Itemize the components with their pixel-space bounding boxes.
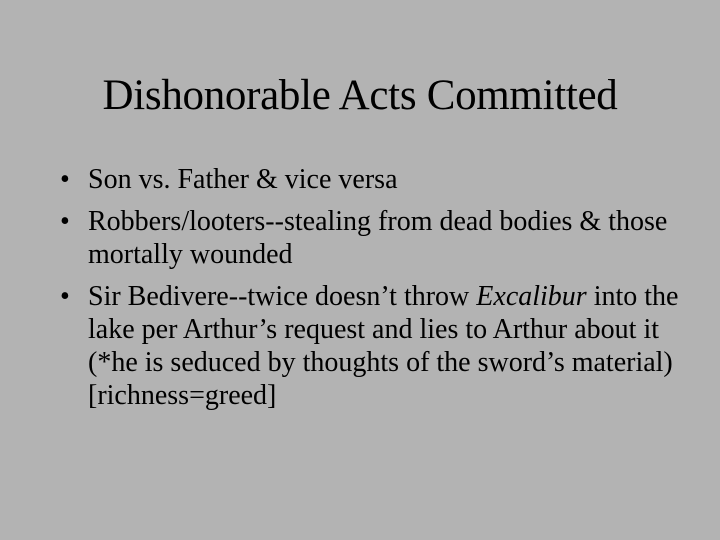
bullet-icon: •	[60, 206, 70, 237]
bullet-text-2: Robbers/looters--stealing from dead bodies & those mortally wounded	[88, 206, 668, 270]
bullet-item-1	[60, 163, 700, 196]
bullet-text-1: Son vs. Father & vice versa	[88, 164, 398, 195]
slide-title: Dishonorable Acts Committed	[102, 72, 618, 119]
bullet-text-3-after: into the lake per Arthur’s request and lies to Arthur about it (*he is seduced by thoughts of the sword’s material) [richness=greed]	[88, 281, 679, 411]
bullet-text-3	[88, 281, 678, 411]
excalibur-italic-text: Excalibur	[476, 281, 587, 312]
bullet-text-3-before: Sir Bedivere--twice doesn’t throw	[88, 281, 477, 312]
bullet-icon: •	[60, 281, 70, 312]
bullet-item-2	[60, 205, 700, 271]
bullet-icon: •	[60, 164, 70, 195]
bullet-item-3	[60, 280, 700, 412]
bullet-list	[60, 163, 700, 421]
